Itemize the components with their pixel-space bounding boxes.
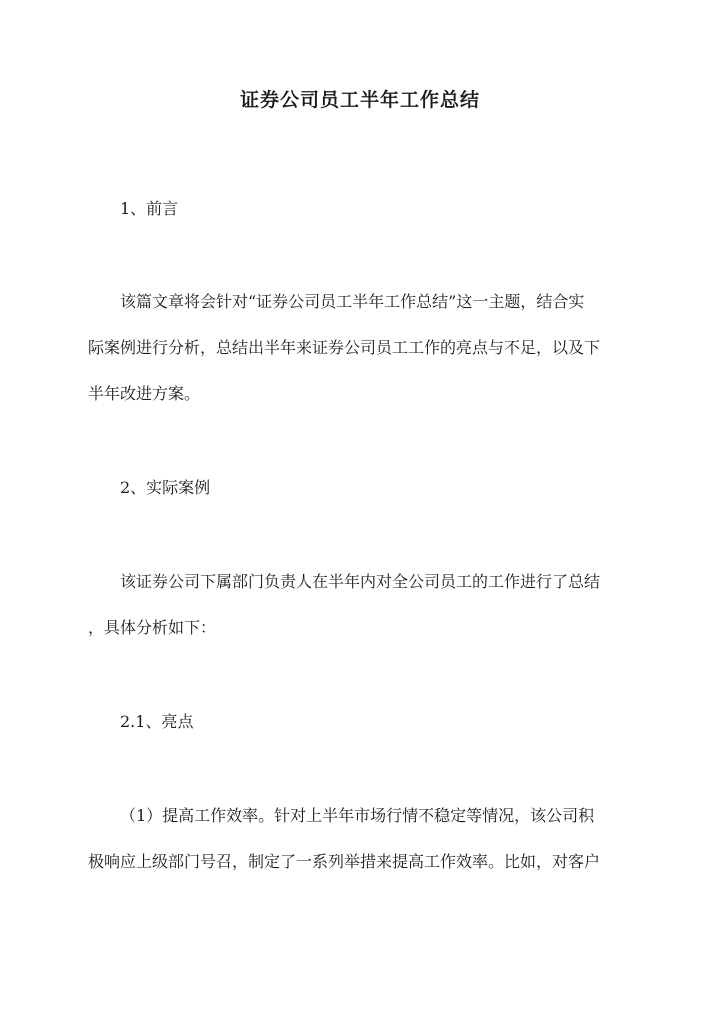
- paragraph-line: 际案例进行分析，总结出半年来证券公司员工工作的亮点与不足，以及下: [88, 338, 601, 357]
- paragraph-line: ，具体分析如下：: [88, 618, 217, 637]
- paragraph-line: 该证券公司下属部门负责人在半年内对全公司员工的工作进行了总结: [120, 572, 601, 591]
- document-title: 证券公司员工半年工作总结: [239, 89, 480, 111]
- section-heading-case: 2、实际案例: [120, 478, 211, 497]
- paragraph-line: 极响应上级部门号召，制定了一系列举措来提高工作效率。比如，对客户: [88, 852, 601, 871]
- paragraph-line: 该篇文章将会针对“证券公司员工半年工作总结”这一主题，结合实: [120, 292, 585, 311]
- paragraph-line: 半年改进方案。: [88, 384, 201, 403]
- section-heading-highlights: 2.1、亮点: [120, 712, 194, 731]
- paragraph-line: （1）提高工作效率。针对上半年市场行情不稳定等情况，该公司积: [120, 806, 595, 825]
- section-heading-preface: 1、前言: [120, 199, 179, 218]
